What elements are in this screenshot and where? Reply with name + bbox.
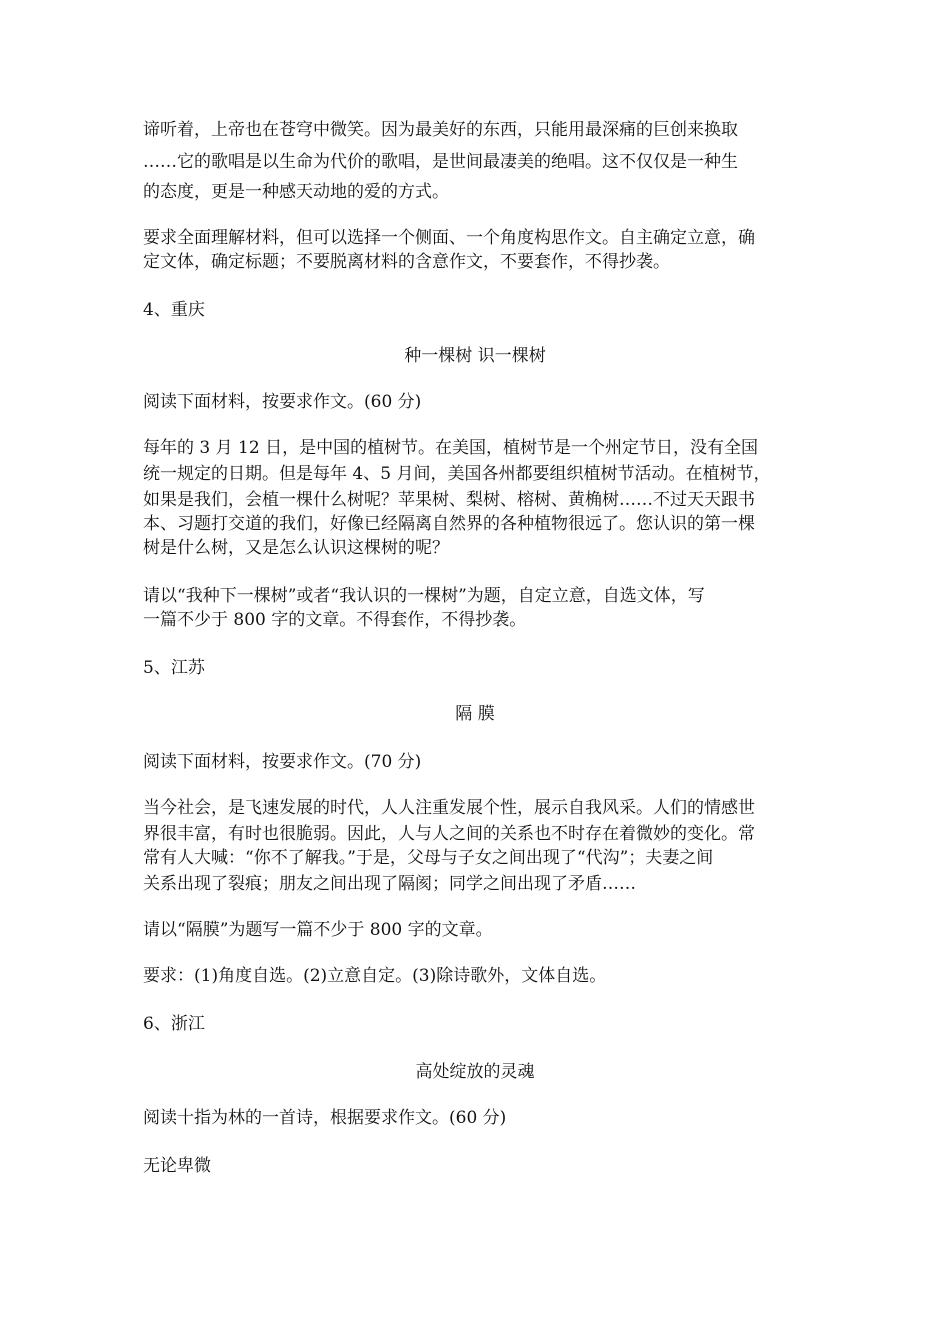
section-4-material-line-5: 树是什么树，又是怎么认识这棵树的呢？ — [143, 538, 449, 558]
intro-line-2: ……它的歌唱是以生命为代价的歌唱，是世间最凄美的绝唱。这不仅仅是一种生 — [143, 152, 738, 172]
section-5-material-line-1: 当今社会，是飞速发展的时代，人人注重发展个性，展示自我风采。人们的情感世 — [143, 798, 755, 818]
section-5-material-line-3: 常有人大喊：“你不了解我。”于是，父母与子女之间出现了“代沟”；夫妻之间 — [143, 848, 714, 868]
section-4-requirement-line-1: 请以“我种下一棵树”或者“我认识的一棵树”为题，自定立意，自选文体，写 — [143, 586, 705, 606]
section-6-title: 高处绽放的灵魂 — [415, 1062, 535, 1082]
section-5-heading: 5、江苏 — [143, 658, 205, 678]
section-6-instruction: 阅读十指为林的一首诗，根据要求作文。(60 分) — [143, 1108, 507, 1128]
section-4-instruction: 阅读下面材料，按要求作文。(60 分) — [143, 392, 422, 412]
intro-requirement-line-2: 定文体，确定标题；不要脱离材料的含意作文，不要套作，不得抄袭。 — [143, 252, 670, 272]
section-6-heading: 6、浙江 — [143, 1014, 205, 1034]
section-5-requirement: 要求：(1)角度自选。(2)立意自定。(3)除诗歌外，文体自选。 — [143, 966, 607, 986]
section-4-title: 种一棵树 识一棵树 — [404, 346, 546, 366]
section-4-material-line-3: 如果是我们，会植一棵什么树呢？苹果树、梨树、榕树、黄桷树……不过天天跟书 — [143, 490, 755, 510]
section-5-material-line-4: 关系出现了裂痕；朋友之间出现了隔阂；同学之间出现了矛盾…… — [143, 874, 636, 894]
section-4-material-line-2: 统一规定的日期。但是每年 4、5 月间，美国各州都要组织植树节活动。在植树节， — [143, 464, 771, 484]
section-4-material-line-4: 本、习题打交道的我们，好像已经隔离自然界的各种植物很远了。您认识的第一棵 — [143, 514, 755, 534]
section-4-requirement-line-2: 一篇不少于 800 字的文章。不得套作，不得抄袭。 — [143, 610, 527, 630]
intro-requirement-line-1: 要求全面理解材料，但可以选择一个侧面、一个角度构思作文。自主确定立意，确 — [143, 228, 755, 248]
section-5-instruction: 阅读下面材料，按要求作文。(70 分) — [143, 752, 422, 772]
section-6-poem-line-1: 无论卑微 — [143, 1156, 211, 1176]
section-4-heading: 4、重庆 — [143, 300, 205, 320]
section-4-material-line-1: 每年的 3 月 12 日，是中国的植树节。在美国，植树节是一个州定节日，没有全国 — [143, 438, 759, 458]
section-5-material-line-2: 界很丰富，有时也很脆弱。因此，人与人之间的关系也不时存在着微妙的变化。常 — [143, 824, 755, 844]
section-5-title: 隔 膜 — [455, 704, 495, 724]
section-5-prompt: 请以“隔膜”为题写一篇不少于 800 字的文章。 — [143, 920, 493, 940]
intro-line-3: 的态度，更是一种感天动地的爱的方式。 — [143, 182, 449, 202]
intro-line-1: 谛听着，上帝也在苍穹中微笑。因为最美好的东西，只能用最深痛的巨创来换取 — [143, 120, 738, 140]
